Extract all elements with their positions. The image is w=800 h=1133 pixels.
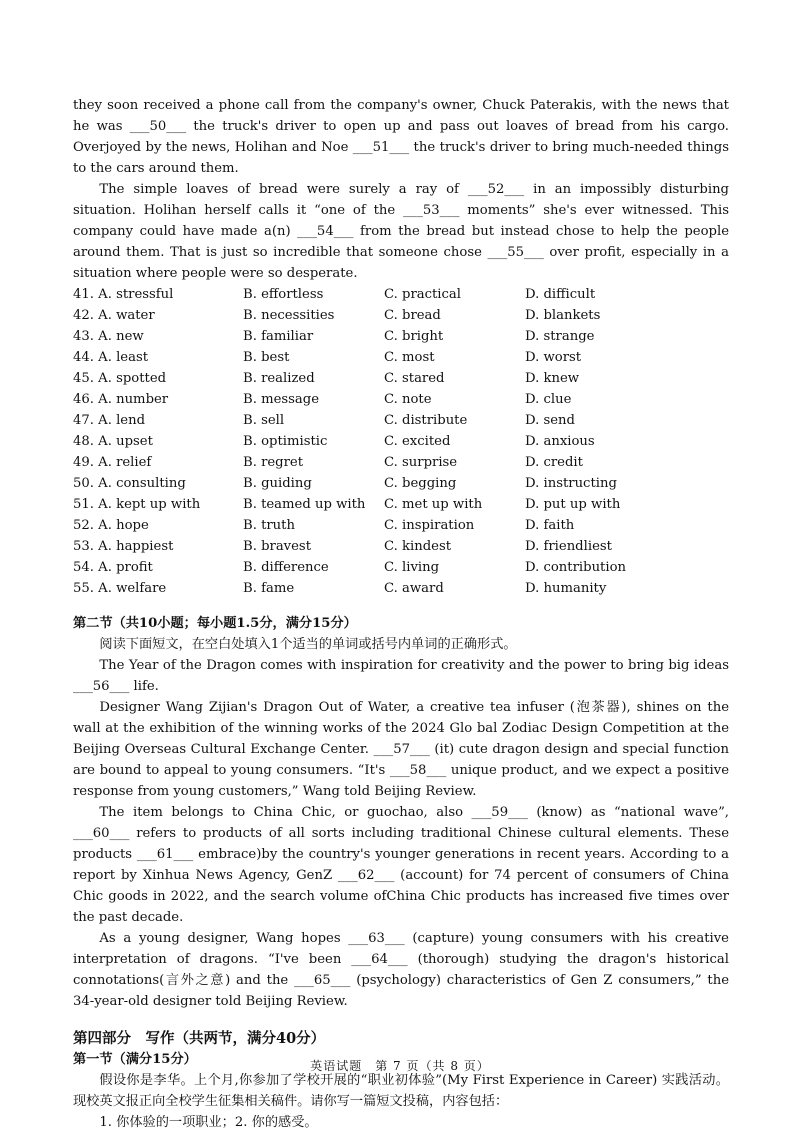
part4-heading: 第四部分 写作（共两节，满分40分） — [73, 1030, 326, 1047]
option-row — [73, 305, 729, 326]
option-d: D. credit — [525, 455, 583, 470]
option-row — [73, 368, 729, 389]
option-row — [73, 347, 729, 368]
option-c: C. kindest — [384, 539, 452, 554]
option-row — [73, 578, 729, 599]
cloze-paragraph: The Year of the Dragon comes with inspiration for creativity and the power to bring big ideas ___56___ life. — [73, 658, 729, 694]
option-a: 43. A. new — [73, 329, 144, 344]
option-a: 49. A. relief — [73, 455, 152, 470]
option-c: C. distribute — [384, 413, 468, 428]
option-d: D. friendliest — [525, 539, 612, 554]
option-d: D. put up with — [525, 497, 621, 512]
option-a: 46. A. number — [73, 392, 169, 407]
option-row — [73, 452, 729, 473]
option-b: B. sell — [243, 413, 285, 428]
part4-subheading: 第一节（满分15分） — [73, 1052, 197, 1067]
section2-instruction: 阅读下面短文，在空白处填入1个适当的单词或括号内单词的正确形式。 — [99, 637, 517, 652]
writing-prompt: 假设你是李华。上个月,你参加了学校开展的“职业初体验”(My First Experience in Career) 实践活动。现校英文报正向全校学生征集相关稿件。请你写一篇短文投稿，内容包括： — [73, 1073, 729, 1109]
option-b: B. guiding — [243, 476, 312, 491]
option-d: D. faith — [525, 518, 575, 533]
option-b: B. realized — [243, 371, 315, 386]
option-row — [73, 557, 729, 578]
option-d: D. blankets — [525, 308, 601, 323]
option-row — [73, 389, 729, 410]
option-c: C. practical — [384, 287, 461, 302]
option-a: 50. A. consulting — [73, 476, 186, 491]
option-c: C. met up with — [384, 497, 483, 512]
option-d: D. instructing — [525, 476, 617, 491]
option-b: B. necessities — [243, 308, 335, 323]
option-a: 53. A. happiest — [73, 539, 174, 554]
option-b: B. difference — [243, 560, 329, 575]
option-b: B. familiar — [243, 329, 314, 344]
page-footer: 英语试题 第 7 页（共 8 页） — [310, 1059, 490, 1073]
option-d: D. anxious — [525, 434, 595, 449]
option-c: C. bread — [384, 308, 441, 323]
option-row — [73, 284, 729, 305]
section2-heading: 第二节（共10小题；每小题1.5分，满分15分） — [73, 616, 357, 631]
option-c: C. living — [384, 560, 440, 575]
passage-paragraph: they soon received a phone call from the company's owner, Chuck Paterakis, with the news that he was ___50___ the truck's driver to open up and pass out loaves of bread from his cargo. Overjoyed by the news, Holihan and Noe ___51___ the truck's driver to bring much-needed things to the cars around them. — [73, 98, 729, 176]
option-b: B. truth — [243, 518, 295, 533]
cloze-paragraph: The item belongs to China Chic, or guochao, also ___59___ (know) as “national wave”, ___60___ refers to products of all sorts including traditional Chinese cultural elements. These products ___61___ embrace)by the country's younger generations in recent years. According to a report by Xinhua News Agency, GenZ ___62___ (account) for 74 percent of consumers of China Chic goods in 2022, and the search volume ofChina Chic products has increased five times over the past decade. — [73, 805, 729, 925]
option-b: B. message — [243, 392, 320, 407]
option-d: D. clue — [525, 392, 572, 407]
option-c: C. note — [384, 392, 432, 407]
option-b: B. best — [243, 350, 290, 365]
option-c: C. most — [384, 350, 435, 365]
option-b: B. optimistic — [243, 434, 328, 449]
option-a: 52. A. hope — [73, 518, 149, 533]
option-a: 54. A. profit — [73, 560, 153, 575]
option-d: D. send — [525, 413, 575, 428]
option-row — [73, 515, 729, 536]
option-b: B. bravest — [243, 539, 312, 554]
writing-points: 1. 你体验的一项职业；2. 你的感受。 — [99, 1115, 318, 1130]
option-a: 44. A. least — [73, 350, 149, 365]
option-a: 55. A. welfare — [73, 581, 167, 596]
option-row — [73, 473, 729, 494]
option-c: C. surprise — [384, 455, 458, 470]
option-c: C. excited — [384, 434, 451, 449]
page-content — [73, 95, 729, 1133]
option-b: B. regret — [243, 455, 304, 470]
option-d: D. contribution — [525, 560, 627, 575]
option-a: 51. A. kept up with — [73, 497, 201, 512]
cloze-paragraph: As a young designer, Wang hopes ___63___ (capture) young consumers with his creative interpretation of dragons. “I've been ___64___ (thorough) studying the dragon's historical connotations(言外之意) and the ___65___ (psychology) characteristics of Gen Z consumers,” the 34-year-old designer told Beijing Review. — [73, 931, 729, 1009]
option-a: 41. A. stressful — [73, 287, 174, 302]
cloze-paragraph: Designer Wang Zijian's Dragon Out of Water, a creative tea infuser (泡茶器), shines on the wall at the exhibition of the winning works of the 2024 Glo bal Zodiac Design Competition at the Beijing Overseas Cultural Exchange Center. ___57___ (it) cute dragon design and special function are bound to appeal to young consumers. “It's ___58___ unique product, and we expect a positive response from young customers,” Wang told Beijing Review. — [73, 700, 729, 799]
option-c: C. award — [384, 581, 444, 596]
option-b: B. fame — [243, 581, 295, 596]
option-row — [73, 431, 729, 452]
option-row — [73, 326, 729, 347]
option-d: D. humanity — [525, 581, 607, 596]
option-c: C. bright — [384, 329, 444, 344]
passage-paragraph: The simple loaves of bread were surely a ray of ___52___ in an impossibly disturbing situation. Holihan herself calls it “one of the ___53___ moments” she's ever witnessed. This company could have made a(n) ___54___ from the bread but instead chose to help the people around them. That is just so incredible that someone chose ___55___ over profit, especially in a situation where people were so desperate. — [73, 182, 729, 281]
option-d: D. knew — [525, 371, 580, 386]
options-list — [73, 284, 729, 599]
option-c: C. begging — [384, 476, 457, 491]
option-d: D. worst — [525, 350, 582, 365]
option-b: B. effortless — [243, 287, 324, 302]
option-d: D. difficult — [525, 287, 596, 302]
option-a: 48. A. upset — [73, 434, 153, 449]
option-d: D. strange — [525, 329, 595, 344]
option-c: C. inspiration — [384, 518, 475, 533]
option-b: B. teamed up with — [243, 497, 366, 512]
option-a: 45. A. spotted — [73, 371, 167, 386]
option-c: C. stared — [384, 371, 445, 386]
option-a: 47. A. lend — [73, 413, 146, 428]
option-row — [73, 410, 729, 431]
option-row — [73, 494, 729, 515]
option-a: 42. A. water — [73, 308, 155, 323]
option-row — [73, 536, 729, 557]
